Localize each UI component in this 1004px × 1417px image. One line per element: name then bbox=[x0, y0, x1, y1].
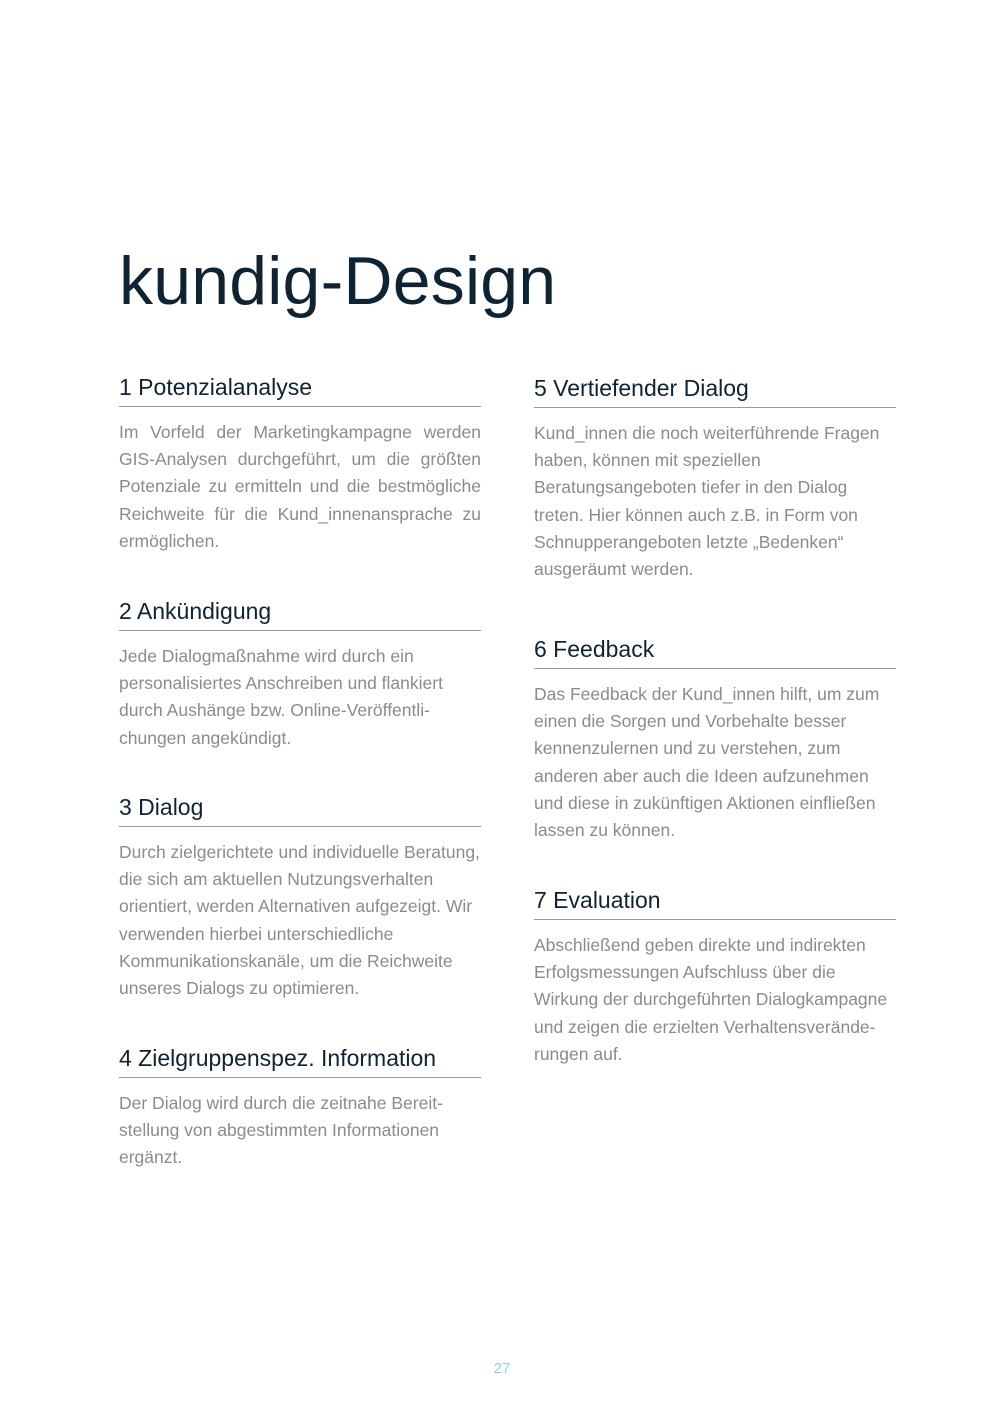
section-potenzialanalyse bbox=[119, 372, 481, 555]
section-heading: 6 Feedback bbox=[534, 634, 896, 669]
page-title: kundig-Design bbox=[119, 243, 557, 319]
section-heading: 2 Ankündigung bbox=[119, 596, 481, 631]
section-body: Im Vorfeld der Marketingkampagne werden GIS-Analysen durchgeführt, um die größten Potenziale zu ermitteln und die bestmögliche Reichweite für die Kund_innenansprache zu ermöglichen. bbox=[119, 422, 481, 551]
section-body: Das Feedback der Kund_innen hilft, um zum einen die Sorgen und Vorbehalte besser kennenzulernen und zu verstehen, zum anderen aber auch die Ideen aufzunehmen und diese in zukünftigen Aktionen einfließen lassen zu können. bbox=[534, 684, 880, 841]
section-dialog bbox=[119, 792, 481, 1002]
section-feedback bbox=[534, 634, 896, 844]
section-zielgruppenspez-information bbox=[119, 1043, 481, 1172]
section-body: Kund_innen die noch weiterführende Fragen haben, können mit speziellen Beratungsangeboten tiefer in den Dialog treten. Hier können auch z.B. in Form von Schnupperangeboten letzte „Bedenken“ ausgeräumt werden. bbox=[534, 423, 880, 580]
page-number: 27 bbox=[493, 1360, 511, 1377]
section-heading: 4 Zielgruppenspez. Information bbox=[119, 1043, 481, 1078]
section-heading: 7 Evaluation bbox=[534, 885, 896, 920]
section-body: Durch zielgerichtete und individuelle Beratung, die sich am aktuellen Nutzungsverhalten orientiert, werden Alternativen aufgezeigt. Wir verwenden hierbei unterschiedliche Kommunikationskanäle, um die Reichweite unseres Dialogs zu optimieren. bbox=[119, 842, 480, 999]
section-ankuendigung bbox=[119, 596, 481, 752]
section-body: Abschließend geben direkte und indirekten Erfolgsmessungen Aufschluss über die Wirkung der durchgeführten Dialogkampagne und zeigen die erzielten Verhaltensveränderungen auf. bbox=[534, 935, 888, 1064]
section-body: Jede Dialogmaßnahme wird durch ein personalisiertes Anschreiben und flankiert durch Aushänge bzw. Online-Veröffentlichungen angekündigt. bbox=[119, 646, 443, 748]
section-heading: 3 Dialog bbox=[119, 792, 481, 827]
section-vertiefender-dialog bbox=[534, 373, 896, 583]
section-evaluation bbox=[534, 885, 896, 1068]
section-body: Der Dialog wird durch die zeitnahe Bereitstellung von abgestimmten Informationen ergänzt. bbox=[119, 1093, 443, 1168]
section-heading: 5 Vertiefender Dialog bbox=[534, 373, 896, 408]
section-heading: 1 Potenzialanalyse bbox=[119, 372, 481, 407]
